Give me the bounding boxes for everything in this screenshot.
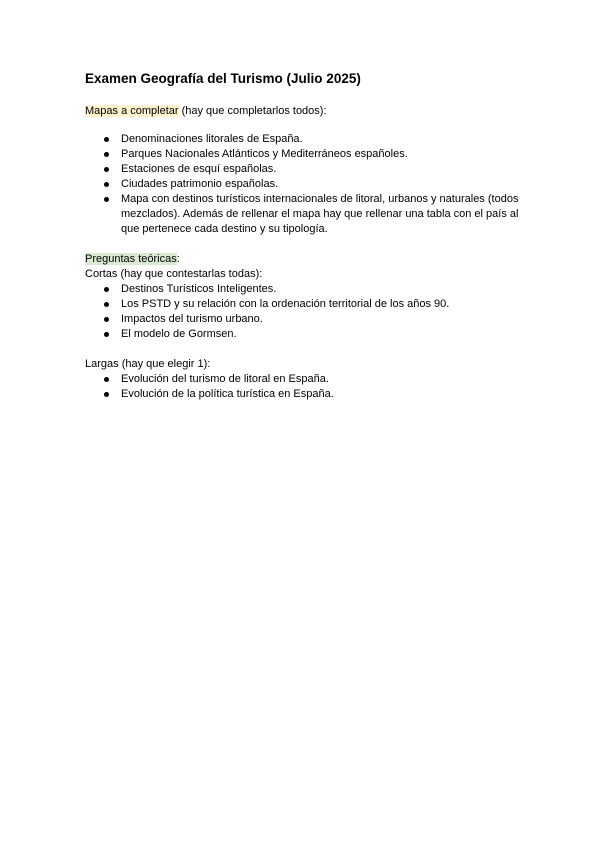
list-item: Ciudades patrimonio españolas. bbox=[85, 177, 525, 192]
short-questions-label: Cortas (hay que contestarlas todas): bbox=[85, 268, 263, 280]
long-questions-label: Largas (hay que elegir 1): bbox=[85, 358, 211, 370]
bullet-icon bbox=[104, 332, 109, 337]
maps-heading-highlight: Mapas a completar bbox=[85, 105, 179, 117]
maps-heading bbox=[85, 104, 525, 119]
bullet-icon bbox=[104, 152, 109, 157]
bullet-icon bbox=[104, 377, 109, 382]
bullet-icon bbox=[104, 317, 109, 322]
document-title: Examen Geografía del Turismo (Julio 2025) bbox=[85, 71, 361, 86]
long-questions-list bbox=[85, 372, 525, 402]
maps-heading-rest: (hay que completarlos todos): bbox=[178, 105, 327, 117]
list-item: Mapa con destinos turísticos internacionales de litoral, urbanos y naturales (todos mezclados). Además de rellenar el mapa hay que rellenar una tabla con el país al que pertenece cada destino y su tipología. bbox=[85, 192, 525, 237]
maps-list bbox=[85, 132, 525, 237]
bullet-icon bbox=[104, 392, 109, 397]
list-item: Destinos Turísticos Inteligentes. bbox=[85, 282, 525, 297]
theory-heading-rest: : bbox=[176, 253, 180, 265]
list-item: El modelo de Gormsen. bbox=[85, 327, 525, 342]
list-item: Los PSTD y su relación con la ordenación territorial de los años 90. bbox=[85, 297, 525, 312]
bullet-icon bbox=[104, 182, 109, 187]
document-page bbox=[85, 70, 525, 402]
list-item: Estaciones de esquí españolas. bbox=[85, 162, 525, 177]
bullet-icon bbox=[104, 167, 109, 172]
bullet-icon bbox=[104, 197, 109, 202]
short-questions-list bbox=[85, 282, 525, 342]
list-item: Denominaciones litorales de España. bbox=[85, 132, 525, 147]
theory-heading bbox=[85, 252, 525, 267]
list-item: Evolución de la política turística en España. bbox=[85, 387, 525, 402]
list-item: Evolución del turismo de litoral en España. bbox=[85, 372, 525, 387]
list-item: Impactos del turismo urbano. bbox=[85, 312, 525, 327]
bullet-icon bbox=[104, 137, 109, 142]
bullet-icon bbox=[104, 302, 109, 307]
theory-heading-highlight: Preguntas teóricas bbox=[85, 253, 177, 265]
list-item: Parques Nacionales Atlánticos y Mediterráneos españoles. bbox=[85, 147, 525, 162]
bullet-icon bbox=[104, 287, 109, 292]
